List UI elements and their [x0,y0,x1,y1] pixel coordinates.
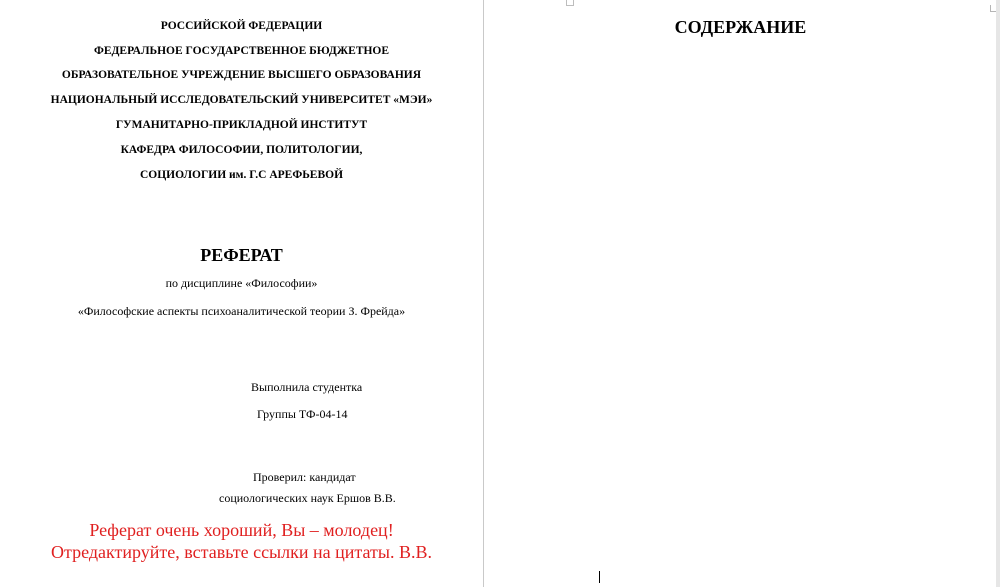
contents-page [497,0,984,587]
author-label: Выполнила студентка [251,380,363,394]
document-type-heading: РЕФЕРАТ [200,245,283,265]
text-cursor [599,571,600,583]
header-line: КАФЕДРА ФИЛОСОФИИ, ПОЛИТОЛОГИИ, [120,144,363,156]
page-edge [483,0,484,587]
checker-label: Проверил: кандидат [253,470,356,484]
review-comment-line: Отредактируйте, вставьте ссылки на цитаты. В.В. [51,542,432,562]
checker-name: социологических наук Ершов В.В. [219,491,396,505]
scrollbar[interactable] [996,0,1000,587]
page-break-handle[interactable] [566,0,574,6]
header-line: РОССИЙСКОЙ ФЕДЕРАЦИИ [160,20,323,32]
header-line: СОЦИОЛОГИИ им. Г.С АРЕФЬЕВОЙ [139,169,344,181]
header-line: ОБРАЗОВАТЕЛЬНОЕ УЧРЕЖДЕНИЕ ВЫСШЕГО ОБРАЗОВАНИЯ [61,69,422,81]
contents-title: СОДЕРЖАНИЕ [674,17,807,37]
page-gap [483,0,497,587]
topic-line: «Философские аспекты психоаналитической теории З. Фрейда» [77,304,406,318]
header-line: НАЦИОНАЛЬНЫЙ ИССЛЕДОВАТЕЛЬСКИЙ УНИВЕРСИТЕТ «МЭИ» [50,94,433,106]
author-group: Группы ТФ-04-14 [257,407,348,421]
discipline-line: по дисциплине «Философии» [165,276,318,290]
title-page [0,0,483,587]
header-line: ФЕДЕРАЛЬНОЕ ГОСУДАРСТВЕННОЕ БЮДЖЕТНОЕ [93,45,390,57]
review-comment-line: Реферат очень хороший, Вы – молодец! [89,520,394,540]
header-line: ГУМАНИТАРНО-ПРИКЛАДНОЙ ИНСТИТУТ [115,119,368,131]
